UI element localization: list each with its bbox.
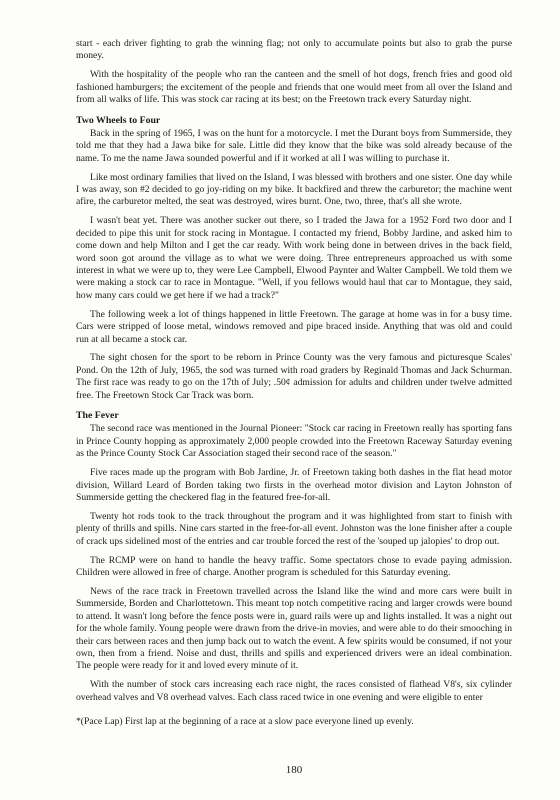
body-paragraph: With the hospitality of the people who ran the canteen and the smell of hot dogs, french fries and good old fashioned hamburgers; the excitement of the people and friends that one would meet from all over the Island and from all walks of life. This was stock car racing at its best; on the Freetown track every Saturday night.: [76, 69, 512, 106]
body-paragraph: The sight chosen for the sport to be reborn in Prince County was the very famous and picturesque Scales' Pond. On the 12th of July, 1965, the sod was turned with road graders by Reginald Thomas and Jack Schurman. The first race was ready to go on the 17th of July; .50¢ admission for adults and children under twelve admitted free. The Freetown Stock Car Track was born.: [76, 352, 512, 401]
body-paragraph: With the number of stock cars increasing each race night, the races consisted of flathead V8's, six cylinder overhead valves and V8 overhead valves. Each class raced twice in one evening and were eligible to enter: [76, 679, 512, 703]
body-paragraph: The RCMP were on hand to handle the heavy traffic. Some spectators chose to evade paying admission. Children were allowed in free of charge. Another program is scheduled for this Saturday evening.: [76, 554, 512, 579]
body-paragraph: Back in the spring of 1965, I was on the hunt for a motorcycle. I met the Durant boys from Summerside, they told me that they had a Jawa bike for sale. Little did they know that the bike was sold already because of the name. To me the name Jawa sounded powerful and if it worked at all I was willing to purchase it.: [76, 127, 512, 164]
body-paragraph: start - each driver fighting to grab the winning flag; not only to accumulate points but also to grab the purse money.: [76, 38, 512, 62]
body-paragraph: The second race was mentioned in the Journal Pioneer: "Stock car racing in Freetown really has sporting fans in Prince County hopping as approximately 2,000 people crowded into the Freetown Raceway Saturday evening as the Prince County Stock Car Association staged their second race of the season.": [76, 423, 512, 460]
body-paragraph: Twenty hot rods took to the track throughout the program and it was highlighted from start to finish with plenty of thrills and spills. Nine cars started in the free-for-all event. Johnston was the lone finisher after a couple of crack ups sidelined most of the entries and car trouble forced the rest of the 'souped up jalopies' to drop out.: [76, 510, 512, 547]
footnote: *(Pace Lap) First lap at the beginning of a race at a slow pace everyone lined up evenly.: [76, 716, 414, 728]
body-paragraph: Five races made up the program with Bob Jardine, Jr. of Freetown taking both dashes in the flat head motor division, Willard Leard of Borden taking two firsts in the overhead motor division and Layton Johnston of Summerside getting the checkered flag in the featured free-for-all.: [76, 467, 512, 503]
body-paragraph: I wasn't beat yet. There was another sucker out there, so I traded the Jawa for a 1952 Ford two door and I decided to pipe this unit for stock racing in Montague. I contacted my friend, Bobby Jardine, and asked him to come down and help Milton and I get the car ready. With work being done in between drives in the back field, word soon got around the village as to what we were doing. Three entrepreneurs approached us with some interest in what we were up to, they were Lee Campbell, Elwood Paynter and Walter Campbell. We told them we were making a stock car to race in Montague. "Well, if you fellows would haul that car to Montague, they said, how many cars could we get here if we had a track?": [76, 215, 512, 301]
body-paragraph: Like most ordinary families that lived on the Island, I was blessed with brothers and one sister. One day while I was away, son #2 decided to go joy-riding on my bike. It backfired and threw the carburetor; the machine went afire, the carburetor melted, the seat was destroyed, wires burnt. One, two, three, that's all she wrote.: [76, 171, 512, 208]
body-paragraph: News of the race track in Freetown travelled across the Island like the wind and more cars were built in Summerside, Borden and Charlottetown. This meant top notch competitive racing and larger crowds were bound to attend. It wasn't long before the fence posts were in, guard rails were up and lights installed. It was a night out for the whole family. Young people were drawn from the drive-in movies, and were able to do their smooching in their cars between races and then jump back out to watch the event. A few spirits would be consumed, if not your own, then from a friend. Noise and dust, thrills and spills and experienced drivers were an ideal combination. The people were ready for it and loved every minute of it.: [76, 585, 512, 672]
section-heading: The Fever: [76, 410, 119, 422]
body-paragraph: The following week a lot of things happened in little Freetown. The garage at home was in for a busy time. Cars were stripped of loose metal, windows removed and pipe braced inside. Anything that was old and could run at all became a stock car.: [76, 308, 512, 345]
page-number: 180: [285, 764, 303, 776]
section-heading: Two Wheels to Four: [76, 114, 161, 126]
